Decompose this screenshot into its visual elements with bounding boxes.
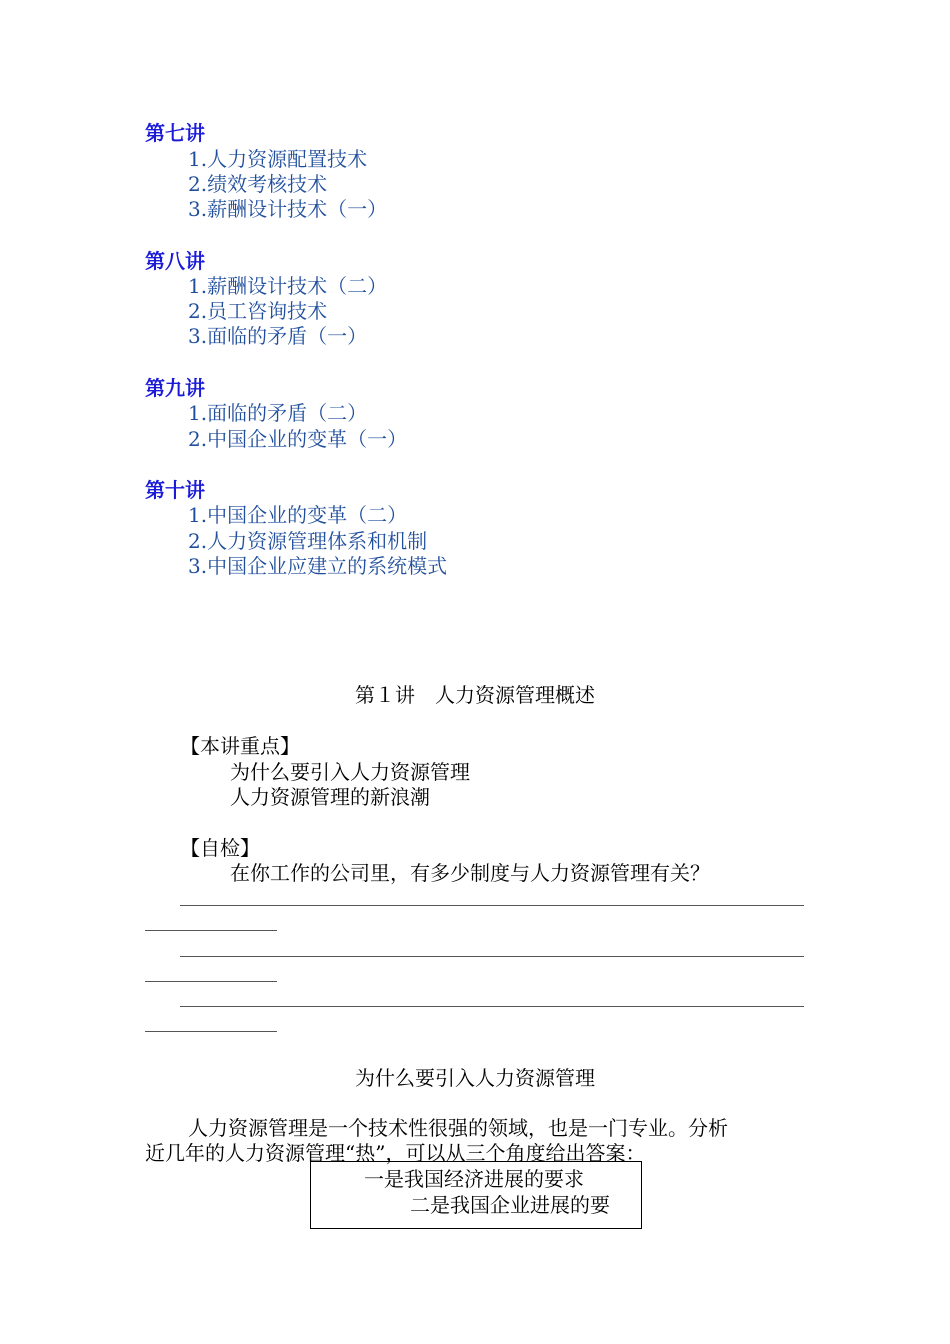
lecture-title: 第七讲 xyxy=(145,121,205,145)
lecture-item: 1.面临的矛盾（二） xyxy=(188,401,368,425)
lecture-title: 第八讲 xyxy=(145,249,205,273)
selfcheck-heading: 【自检】 xyxy=(180,836,260,860)
lecture-item: 2.员工咨询技术 xyxy=(188,299,328,323)
answer-line xyxy=(180,956,804,957)
section-title: 为什么要引入人力资源管理 xyxy=(355,1066,595,1090)
lecture-item: 2.人力资源管理体系和机制 xyxy=(188,529,428,553)
paragraph-line: 近几年的人力资源管理“热”，可以从三个角度给出答案： xyxy=(145,1141,646,1165)
lecture-item: 3.中国企业应建立的系统模式 xyxy=(188,554,448,578)
lecture-item: 1.薪酬设计技术（二） xyxy=(188,274,388,298)
lecture-title: 第十讲 xyxy=(145,478,205,502)
box-line: 二是我国企业进展的要 xyxy=(410,1193,610,1217)
focus-heading: 【本讲重点】 xyxy=(180,734,300,758)
box-line: 一是我国经济进展的要求 xyxy=(364,1167,584,1191)
lecture-item: 3.面临的矛盾（一） xyxy=(188,324,368,348)
focus-item: 人力资源管理的新浪潮 xyxy=(230,785,430,809)
lecture-item: 2.绩效考核技术 xyxy=(188,172,328,196)
lecture-item: 1.人力资源配置技术 xyxy=(188,147,368,171)
answer-line xyxy=(145,930,277,931)
paragraph-line: 人力资源管理是一个技术性很强的领域，也是一门专业。分析 xyxy=(188,1116,728,1140)
answer-line xyxy=(180,1006,804,1007)
answer-line xyxy=(145,981,277,982)
lesson-title: 第１讲 人力资源管理概述 xyxy=(355,683,595,707)
lecture-item: 3.薪酬设计技术（一） xyxy=(188,197,388,221)
answer-line xyxy=(145,1031,277,1032)
lecture-title: 第九讲 xyxy=(145,376,205,400)
lecture-item: 1.中国企业的变革（二） xyxy=(188,503,408,527)
lecture-item: 2.中国企业的变革（一） xyxy=(188,427,408,451)
selfcheck-question: 在你工作的公司里，有多少制度与人力资源管理有关？ xyxy=(230,861,710,885)
answer-line xyxy=(180,905,804,906)
focus-item: 为什么要引入人力资源管理 xyxy=(230,760,470,784)
